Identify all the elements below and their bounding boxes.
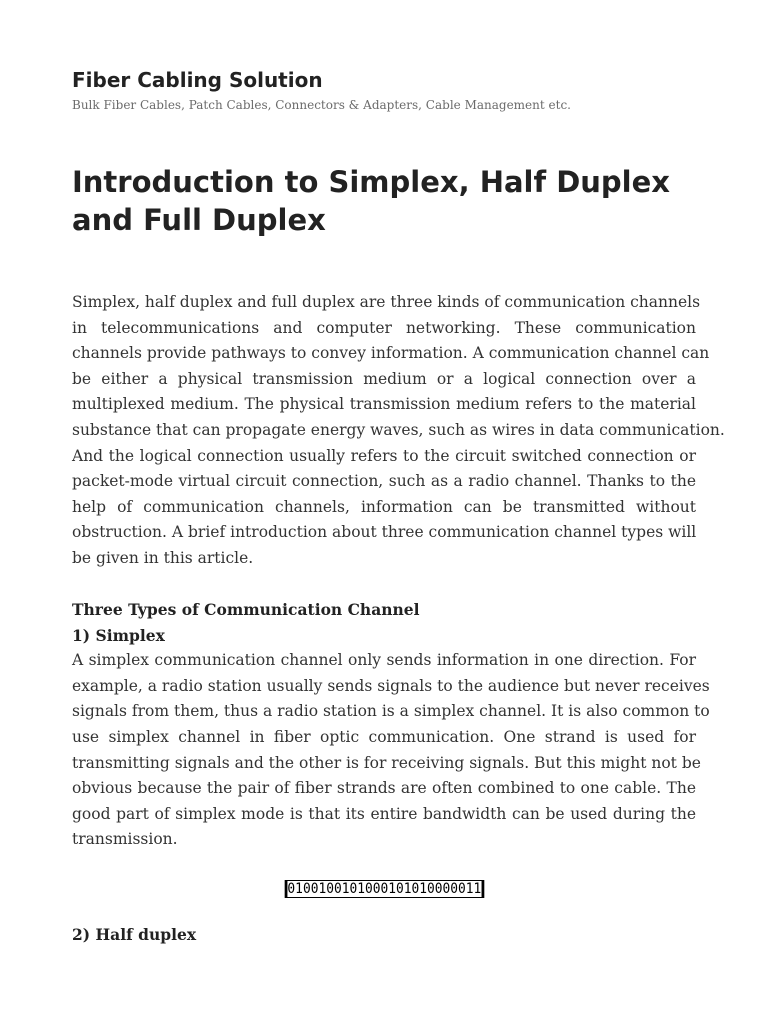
- intro-line: substance that can propagate energy waves, such as wires in data communication.: [72, 421, 725, 439]
- article-title: Introduction to Simplex, Half Duplex and Full Duplex: [72, 165, 670, 237]
- intro-line: And the logical connection usually refers to the circuit switched connection or: [72, 446, 696, 465]
- intro-line: help of communication channels, information can be transmitted without: [72, 497, 696, 516]
- section-heading: Three Types of Communication Channel: [72, 600, 420, 619]
- site-tagline: Bulk Fiber Cables, Patch Cables, Connectors & Adapters, Cable Management etc.: [72, 98, 571, 112]
- simplex-line: use simplex channel in fiber optic communication. One strand is used for: [72, 728, 696, 746]
- simplex-line: obvious because the pair of fiber strands are often combined to one cable. The: [72, 779, 696, 798]
- simplex-line: good part of simplex mode is that its entire bandwidth can be used during the: [72, 804, 696, 823]
- intro-line: be either a physical transmission medium or a logical connection over a: [72, 369, 696, 388]
- intro-line: channels provide pathways to convey information. A communication channel can: [72, 344, 710, 363]
- simplex-heading: 1) Simplex: [72, 625, 165, 645]
- simplex-line: transmission.: [72, 830, 178, 849]
- intro-line: packet-mode virtual circuit connection, such as a radio channel. Thanks to the: [72, 472, 696, 491]
- simplex-line: transmitting signals and the other is for receiving signals. But this might not be: [72, 753, 701, 772]
- intro-line: multiplexed medium. The physical transmission medium refers to the material: [72, 395, 696, 414]
- binary-signal-image: 0100100101000101010000011: [284, 880, 483, 898]
- simplex-line: example, a radio station usually sends signals to the audience but never receives: [72, 676, 710, 695]
- intro-line: obstruction. A brief introduction about three communication channel types will: [72, 523, 697, 542]
- intro-line: in telecommunications and computer networking. These communication: [72, 318, 696, 337]
- simplex-line: A simplex communication channel only sends information in one direction. For: [72, 651, 696, 670]
- simplex-line: signals from them, thus a radio station is a simplex channel. It is also common to: [72, 702, 710, 721]
- half-duplex-heading: 2) Half duplex: [72, 925, 197, 944]
- site-title[interactable]: Fiber Cabling Solution: [72, 68, 323, 92]
- intro-line: Simplex, half duplex and full duplex are three kinds of communication channels: [72, 293, 701, 311]
- simplex-figure: [72, 880, 696, 898]
- intro-line: be given in this article.: [72, 549, 254, 567]
